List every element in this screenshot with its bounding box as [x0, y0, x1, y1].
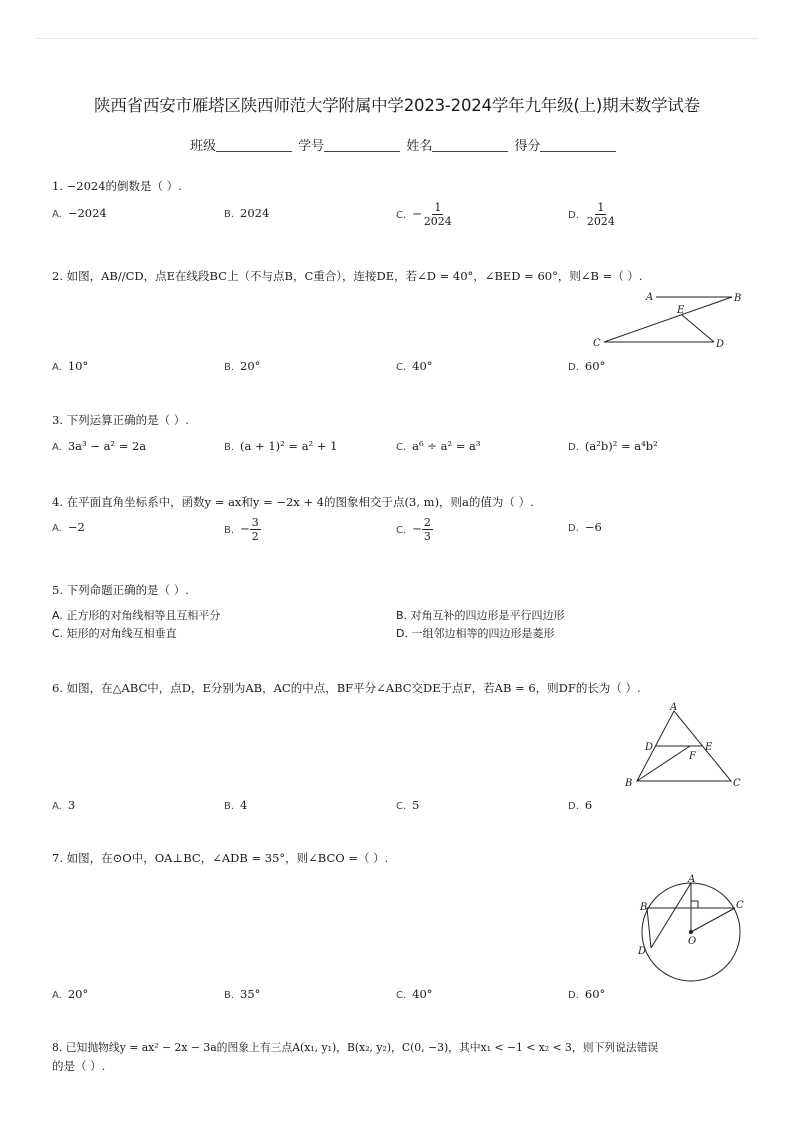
q2-option-d[interactable]: D. 60° [568, 359, 606, 373]
q5-option-b[interactable]: B. 对角互补的四边形是平行四边形 [396, 609, 565, 622]
segment-bc [604, 297, 732, 342]
score-label: 得分 [514, 139, 541, 154]
question-1-stem: 1. −2024的倒数是（ ）. [52, 179, 182, 193]
fraction: $\frac{2}{3}$ [423, 516, 431, 543]
q1-option-d[interactable]: D. $\frac{1}{2024}$ [568, 201, 615, 228]
label-d: D [716, 339, 725, 350]
q6-option-c[interactable]: C. 5 [396, 798, 420, 812]
label-d: D [645, 742, 654, 753]
score-blank[interactable] [540, 140, 616, 152]
label-f: F [689, 751, 696, 762]
page-title: 陕西省西安市雁塔区陕西师范大学附属中学2023-2024学年九年级(上)期末数学试卷 [94, 96, 700, 115]
right-angle-mark [691, 901, 698, 908]
q7-option-a[interactable]: A. 20° [52, 987, 89, 1001]
q2-figure [588, 288, 748, 352]
label-c: C [733, 778, 741, 789]
fraction: $\frac{1}{2024}$ [423, 201, 452, 228]
q1-option-b[interactable]: B. 2024 [224, 206, 270, 220]
label-a: A [688, 874, 696, 885]
q6-option-a[interactable]: A. 3 [52, 798, 76, 812]
label-e: E [705, 742, 713, 753]
class-label: 班级 [190, 139, 217, 154]
segment-bd [647, 908, 651, 948]
segment-de [682, 315, 714, 342]
id-label: 学号 [298, 139, 325, 154]
label-c: C [593, 338, 601, 349]
segment-ad [651, 883, 691, 948]
q5-option-d[interactable]: D. 一组邻边相等的四边形是菱形 [396, 627, 555, 640]
q7-figure [630, 872, 750, 984]
header-rule [36, 38, 758, 39]
q6-figure [620, 700, 750, 792]
student-info-line [190, 135, 610, 154]
label-b: B [640, 902, 648, 913]
center-point [689, 930, 693, 934]
question-5-stem: 5. 下列命题正确的是（ ）. [52, 583, 189, 597]
label-o: O [688, 936, 697, 947]
q4-option-d[interactable]: D. −6 [568, 520, 602, 534]
q5-option-a[interactable]: A. 正方形的对角线相等且互相平分 [52, 609, 221, 622]
q3-option-b[interactable]: B. (a + 1)² = a² + 1 [224, 439, 338, 453]
q4-option-c[interactable]: C. − $\frac{2}{3}$ [396, 516, 431, 543]
q3-option-a[interactable]: A. 3a³ − a² = 2a [52, 439, 147, 453]
segment-oc [691, 908, 735, 932]
q6-option-d[interactable]: D. 6 [568, 798, 593, 812]
name-label: 姓名 [406, 139, 433, 154]
q6-option-b[interactable]: B. 4 [224, 798, 248, 812]
label-c: C [736, 900, 744, 911]
class-blank[interactable] [216, 140, 292, 152]
q4-option-a[interactable]: A. −2 [52, 520, 85, 534]
id-blank[interactable] [324, 140, 400, 152]
q2-option-b[interactable]: B. 20° [224, 359, 261, 373]
label-a: A [646, 292, 654, 303]
q2-option-a[interactable]: A. 10° [52, 359, 89, 373]
q7-option-b[interactable]: B. 35° [224, 987, 261, 1001]
question-7-stem: 7. 如图，在⊙O中，OA⊥BC，∠ADB = 35°，则∠BCO =（ ）. [52, 851, 389, 865]
q7-option-c[interactable]: C. 40° [396, 987, 433, 1001]
label-a: A [670, 702, 678, 713]
q7-option-d[interactable]: D. 60° [568, 987, 606, 1001]
question-2-stem: 2. 如图，AB//CD，点E在线段BC上（不与点B，C重合），连接DE，若∠D = 40°，∠BED = 60°，则∠B =（ ）. [52, 269, 643, 283]
label-b: B [734, 293, 742, 304]
q4-option-b[interactable]: B. − $\frac{3}{2}$ [224, 516, 259, 543]
q3-option-c[interactable]: C. a⁶ ÷ a² = a³ [396, 439, 481, 453]
q5-option-c[interactable]: C. 矩形的对角线互相垂直 [52, 627, 177, 640]
q2-option-c[interactable]: C. 40° [396, 359, 433, 373]
label-b: B [625, 778, 633, 789]
q1-option-a[interactable]: A. −2024 [52, 206, 107, 220]
fraction: $\frac{3}{2}$ [251, 516, 259, 543]
question-4-stem: 4. 在平面直角坐标系中，函数y = ax和y = −2x + 4的图象相交于点(3, m)，则a的值为（ ）. [52, 495, 534, 509]
name-blank[interactable] [432, 140, 508, 152]
label-e: E [677, 305, 685, 316]
question-8-stem-line2: 的是（ ）. [52, 1059, 106, 1073]
q3-option-d[interactable]: D. (a²b)² = a⁴b² [568, 439, 658, 453]
question-3-stem: 3. 下列运算正确的是（ ）. [52, 413, 189, 427]
q1-option-c[interactable]: C. − $\frac{1}{2024}$ [396, 201, 452, 228]
question-8-stem-line1: 8. 已知抛物线y = ax² − 2x − 3a的图象上有三点A(x₁, y₁)，B(x₂, y₂)，C(0, −3)，其中x₁ < −1 < x₂ < 3，则下列说法错误 [52, 1041, 659, 1054]
fraction: $\frac{1}{2024}$ [586, 201, 615, 228]
label-d: D [638, 946, 647, 957]
question-6-stem: 6. 如图，在△ABC中，点D，E分别为AB，AC的中点，BF平分∠ABC交DE于点F，若AB = 6，则DF的长为（ ）. [52, 681, 641, 695]
